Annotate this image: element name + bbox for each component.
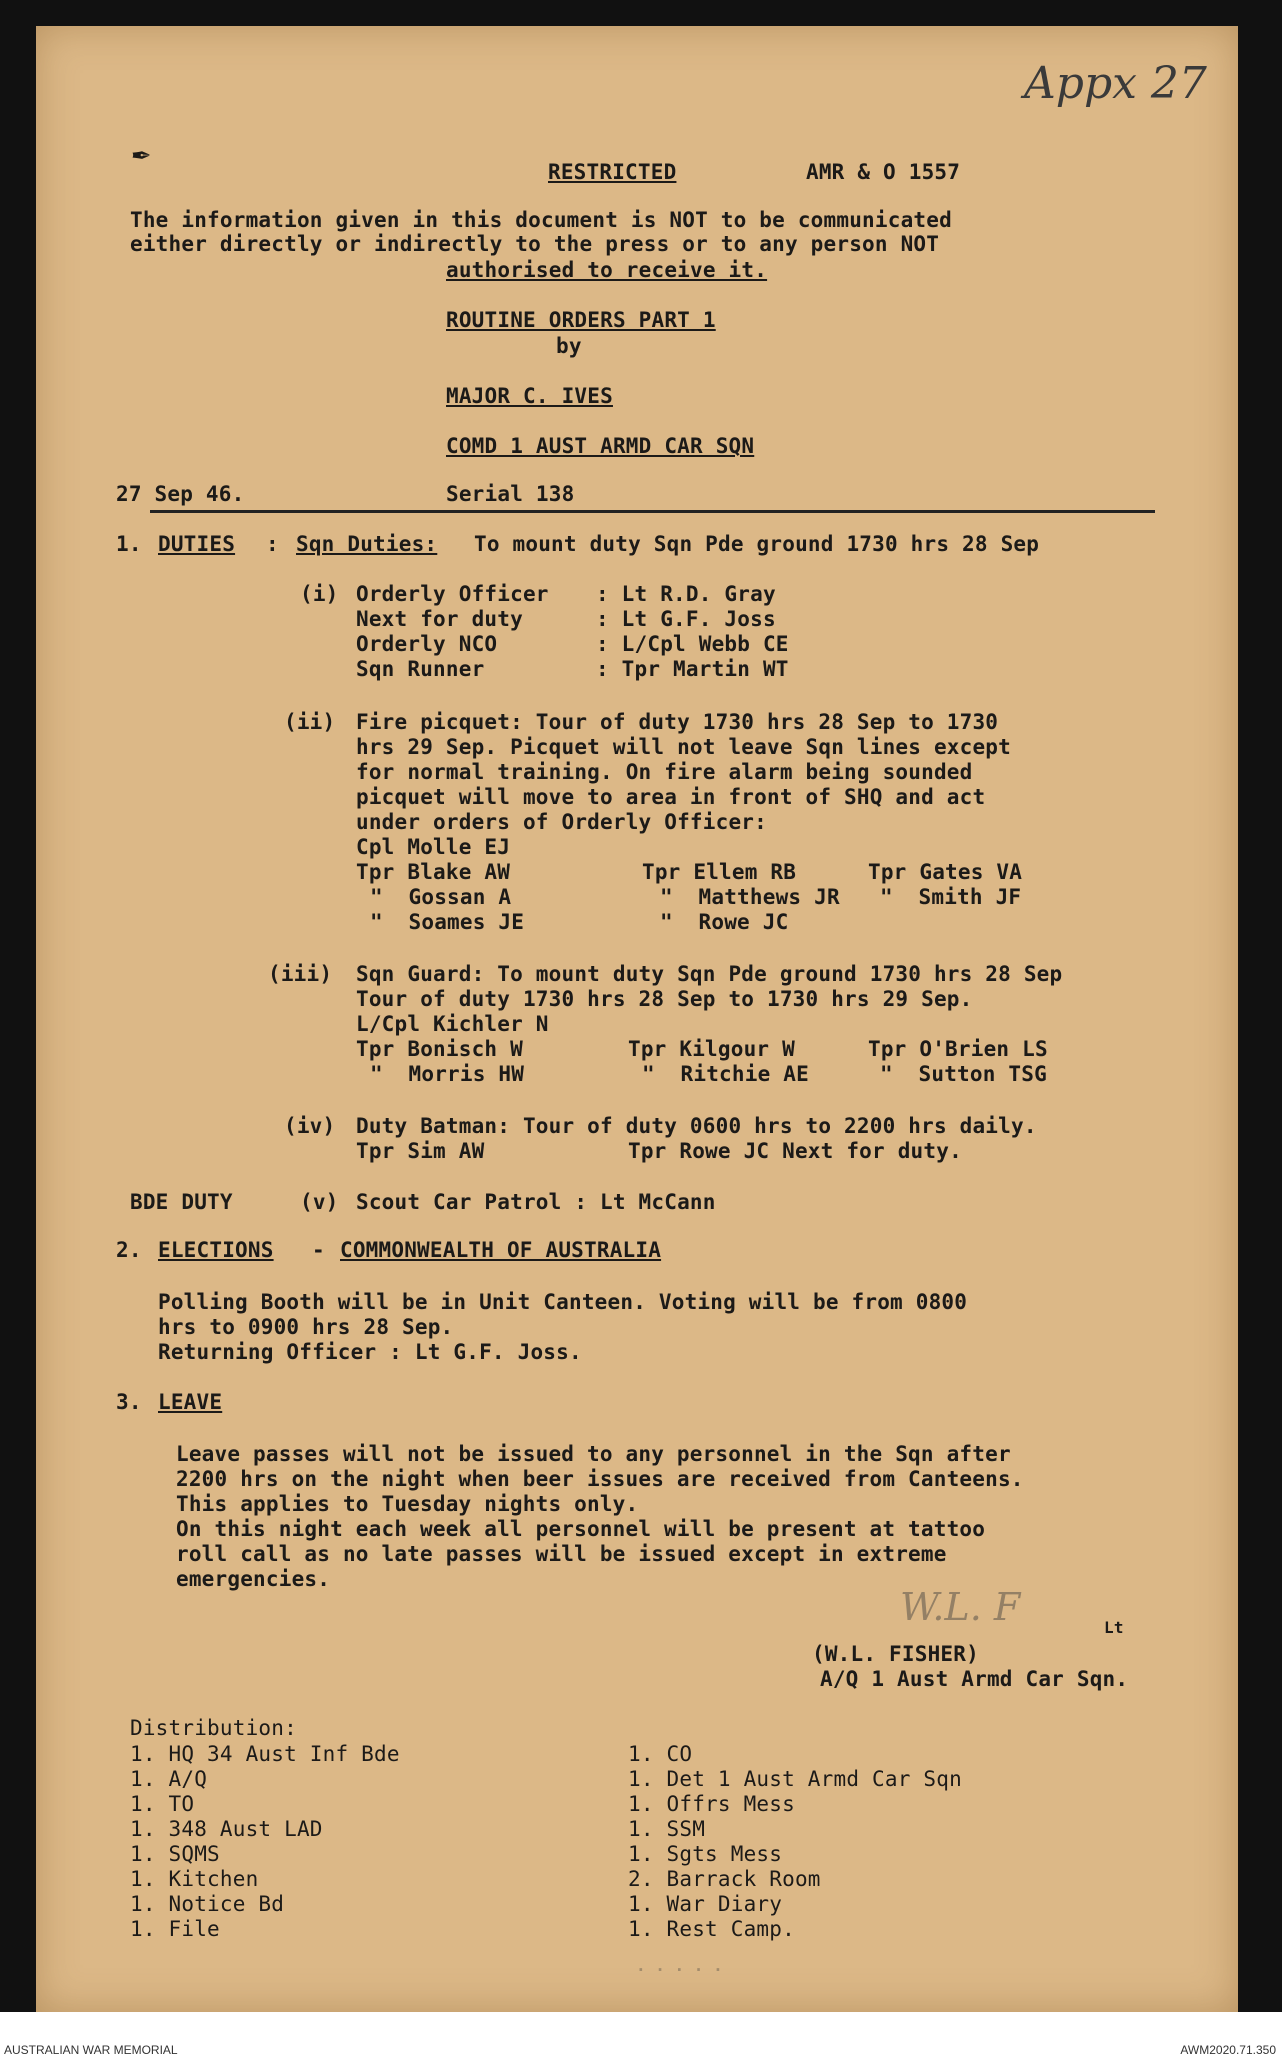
leave-line: 2200 hrs on the night when beer issues are received from Canteens. [176, 1467, 1024, 1491]
distribution-item: 1. TO [130, 1792, 195, 1816]
item-v-number: (v) [300, 1190, 339, 1214]
roster-role: Orderly NCO [356, 632, 498, 656]
fire-picquet-line: Fire picquet: Tour of duty 1730 hrs 28 Sep to 1730 [356, 710, 999, 734]
archive-footer [0, 2012, 1282, 2061]
distribution-item: 1. 348 Aust LAD [130, 1817, 323, 1841]
serial-number: Serial 138 [446, 482, 575, 506]
leave-line: roll call as no late passes will be issued except in extreme [176, 1542, 947, 1566]
section-2-number: 2. [116, 1238, 142, 1262]
signature-name: (W.L. FISHER) [812, 1642, 979, 1666]
signature-scrawl: W.L. F [900, 1585, 1021, 1629]
notice-line-1: The information given in this document is NOT to be communicated [130, 208, 952, 232]
classification: RESTRICTED [548, 160, 677, 184]
distribution-item: 1. Sgts Mess [628, 1842, 783, 1866]
notice-line-3: authorised to receive it. [446, 258, 768, 282]
item-ii-number: (ii) [284, 710, 336, 734]
leave-line: Leave passes will not be issued to any personnel in the Sqn after [176, 1442, 1011, 1466]
picquet-member: " Gossan A [370, 885, 512, 909]
guard-member: Tpr O'Brien LS [868, 1037, 1048, 1061]
distribution-item: 1. Kitchen [130, 1867, 259, 1891]
guard-member: " Sutton TSG [880, 1062, 1047, 1086]
fire-picquet-line: picquet will move to area in front of SHQ and act [356, 785, 986, 809]
ink-mark: ✒ [132, 136, 151, 171]
batman-line-1: Duty Batman: Tour of duty 0600 hrs to 2200 hrs daily. [356, 1114, 1037, 1138]
picquet-member: Tpr Ellem RB [642, 860, 797, 884]
section-1-sep: : [266, 532, 279, 556]
picquet-member: Tpr Blake AW [356, 860, 511, 884]
distribution-item: 1. Rest Camp. [628, 1917, 795, 1941]
section-2-subheading: COMMONWEALTH OF AUSTRALIA [340, 1238, 662, 1262]
distribution-item: 2. Barrack Room [628, 1867, 821, 1891]
distribution-item: 1. War Diary [628, 1892, 783, 1916]
roster-name: : Tpr Martin WT [596, 657, 789, 681]
distribution-item: 1. File [130, 1917, 220, 1941]
roster-role: Orderly Officer [356, 582, 549, 606]
fire-picquet-line: for normal training. On fire alarm being sounded [356, 760, 973, 784]
handwritten-appendix-ref: Appx 27 [1024, 58, 1207, 109]
title-by: by [556, 334, 582, 358]
issuing-officer: MAJOR C. IVES [446, 384, 613, 408]
picquet-member: " Rowe JC [660, 910, 789, 934]
bde-duty-label: BDE DUTY [130, 1190, 233, 1214]
fire-picquet-line: hrs 29 Sep. Picquet will not leave Sqn lines except [356, 735, 1011, 759]
guard-member: Tpr Bonisch W [356, 1037, 523, 1061]
distribution-item: 1. A/Q [130, 1767, 208, 1791]
picquet-member: " Smith JF [880, 885, 1022, 909]
scout-patrol: Scout Car Patrol : Lt McCann [356, 1190, 716, 1214]
guard-line: Sqn Guard: To mount duty Sqn Pde ground 1730 hrs 28 Sep [356, 962, 1063, 986]
distribution-heading: Distribution: [130, 1716, 297, 1740]
distribution-item: 1. SSM [628, 1817, 706, 1841]
distribution-item: 1. Offrs Mess [628, 1792, 795, 1816]
distribution-item: 1. Notice Bd [130, 1892, 285, 1916]
guard-line: Tour of duty 1730 hrs 28 Sep to 1730 hrs 29 Sep. [356, 987, 973, 1011]
picquet-member: Tpr Gates VA [868, 860, 1023, 884]
distribution-item: 1. HQ 34 Aust Inf Bde [130, 1742, 400, 1766]
section-1-number: 1. [116, 532, 142, 556]
signature-title: A/Q 1 Aust Armd Car Sqn. [820, 1667, 1129, 1691]
guard-member: " Morris HW [370, 1062, 525, 1086]
section-2-heading: ELECTIONS [158, 1238, 274, 1262]
item-iii-number: (iii) [268, 962, 333, 986]
roster-name: : L/Cpl Webb CE [596, 632, 789, 656]
fire-picquet-line: Cpl Molle EJ [356, 835, 511, 859]
leave-line: emergencies. [176, 1567, 331, 1591]
reference-number: AMR & O 1557 [806, 160, 961, 184]
elections-line: Polling Booth will be in Unit Canteen. Voting will be from 0800 [158, 1290, 968, 1314]
section-1-heading: DUTIES [158, 532, 236, 556]
unit-command: COMD 1 AUST ARMD CAR SQN [446, 434, 755, 458]
item-iv-number: (iv) [284, 1114, 336, 1138]
leave-line: This applies to Tuesday nights only. [176, 1492, 639, 1516]
elections-line: Returning Officer : Lt G.F. Joss. [158, 1340, 582, 1364]
guard-member: Tpr Kilgour W [628, 1037, 795, 1061]
faint-stamp: · · · · · [636, 1960, 723, 1979]
document-title: ROUTINE ORDERS PART 1 [446, 308, 716, 332]
section-3-number: 3. [116, 1390, 142, 1414]
archive-id: AWM2020.71.350 [1180, 2043, 1276, 2057]
roster-role: Sqn Runner [356, 657, 485, 681]
batman-next: Tpr Rowe JC Next for duty. [628, 1139, 962, 1163]
section-1-subheading: Sqn Duties: [296, 532, 438, 556]
leave-line: On this night each week all personnel will be present at tattoo [176, 1517, 986, 1541]
distribution-item: 1. Det 1 Aust Armd Car Sqn [628, 1767, 962, 1791]
elections-line: hrs to 0900 hrs 28 Sep. [158, 1315, 454, 1339]
header-rule [150, 510, 1155, 513]
roster-name: : Lt G.F. Joss [596, 607, 776, 631]
archive-name: AUSTRALIAN WAR MEMORIAL [4, 2043, 178, 2057]
roster-name: : Lt R.D. Gray [596, 582, 776, 606]
section-3-heading: LEAVE [158, 1390, 223, 1414]
order-date: 27 Sep 46. [116, 482, 245, 506]
guard-line: L/Cpl Kichler N [356, 1012, 549, 1036]
section-2-dash: - [312, 1238, 325, 1262]
fire-picquet-line: under orders of Orderly Officer: [356, 810, 767, 834]
section-1-intro: To mount duty Sqn Pde ground 1730 hrs 28 Sep [474, 532, 1040, 556]
item-i-number: (i) [300, 582, 339, 606]
picquet-member: " Soames JE [370, 910, 525, 934]
guard-member: " Ritchie AE [642, 1062, 809, 1086]
notice-line-2: either directly or indirectly to the press or to any person NOT [130, 232, 940, 256]
distribution-item: 1. CO [628, 1742, 693, 1766]
distribution-item: 1. SQMS [130, 1842, 220, 1866]
roster-role: Next for duty [356, 607, 523, 631]
batman-name: Tpr Sim AW [356, 1139, 485, 1163]
signature-rank: Lt [1104, 1618, 1124, 1637]
picquet-member: " Matthews JR [660, 885, 840, 909]
